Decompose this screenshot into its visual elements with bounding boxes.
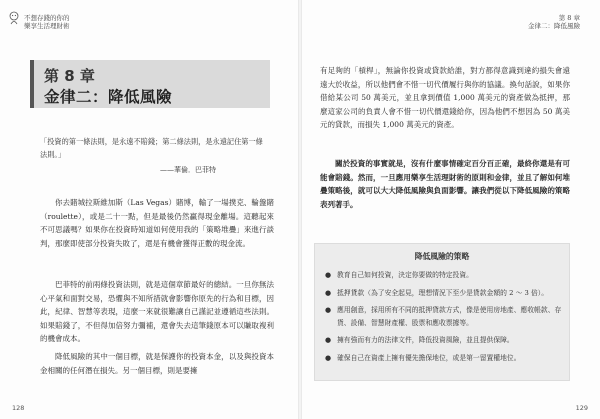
page-number: 128 — [12, 404, 25, 412]
mascot-icon — [8, 11, 20, 25]
body-paragraph: 你去賭城拉斯維加斯（Las Vegas）賭博，輸了一場撲克、輪盤賭（roulette），或是二十一點，但是最後仍然贏得現金離場。這聽起來不可思議嗎？如果你在投資時知道如何使用我的「策略堆疊」來進行談判，那麼即使部分投資失敗了，還是有機會獲得正數的現金流。 — [40, 198, 274, 248]
strategy-box — [314, 243, 570, 381]
chapter-number: 第 8 章 — [44, 67, 95, 85]
running-head — [528, 14, 580, 30]
strategy-item — [325, 352, 565, 365]
running-head-line1: 不想存錢的你的 — [24, 14, 70, 22]
body-paragraph-bold: 關於投資的事實就是，沒有什麼事情確定百分百正確，最終你還是有可能會賠錢。然而，一旦應用樂享生活理財術的原則和金律，並且了解如何堆疊策略後，就可以大大降低風險與負面影響。讓我們從以下降低風險的策略表列著手。 — [320, 159, 570, 209]
body-paragraph: 巴菲特的前兩條投資法則，就是這個章節最好的總結。一旦你無法心平氣和面對交易，恐懼與不知所措就會影響你原先的行為和目標，因此，紀律、智慧等表現，這麼一來就很難讓自己謹記並遵循這些法則。如果賠錢了，不但得加倍努力彌補，還會失去這筆錢原本可以賺取複利的機會成本。 — [40, 280, 274, 344]
strategy-item — [325, 334, 565, 347]
chapter-heading — [30, 60, 270, 108]
body-paragraph: 有足夠的「槓桿」，無論你投資或貸款給誰，對方都得意識到違約損失會遠遠大於收益，所以他們會不惜一切代價履行與你的協議。換句話說，如果你借給某公司 50 萬美元，並且拿到價值 1,000 萬美元的資產做為抵押，那麼這家公司的負責人會不惜一切代價還錢給你，因為他們不想因為 50 萬美元的貸款，而損失 1,000 萬美元的資產。 — [320, 66, 570, 130]
bullet-icon: ● — [325, 288, 332, 297]
bullet-icon: ● — [325, 336, 332, 344]
page-number: 129 — [575, 404, 588, 412]
bullet-icon: ● — [325, 306, 332, 314]
epigraph-quote: 「投資的第一條法則，是永遠不賠錢；第二條法則，是永遠記住第一條法則。」 — [40, 137, 263, 159]
strategy-item-text: 抵押貸款（為了安全起見，理想情況下至少是貸款金額的 2 ～ 3 倍）。 — [337, 288, 548, 297]
left-page — [0, 0, 298, 419]
running-head-line2: 樂享生活理財術 — [24, 22, 70, 30]
strategy-item — [325, 304, 565, 329]
strategy-box-title: 降低風險的策略 — [414, 252, 470, 261]
running-head — [24, 14, 70, 30]
epigraph-attribution: ——華倫．巴菲特 — [160, 166, 216, 174]
bullet-icon: ● — [325, 271, 332, 279]
strategy-item — [325, 269, 565, 282]
strategy-list — [325, 269, 565, 369]
chapter-title: 金律二：降低風險 — [44, 88, 173, 106]
bullet-icon: ● — [325, 353, 332, 362]
right-page — [302, 0, 600, 419]
body-paragraph: 降低風險的其中一個目標，就是保護你的投資本金，以及與投資本金相關的任何潛在損失。另一個目標，則是要擁 — [40, 352, 274, 375]
strategy-item-text: 擁有強而有力的法律文件，降低投資風險，並且提供保障。 — [337, 336, 514, 344]
running-head-line1: 第 8 章 — [558, 14, 580, 22]
strategy-item-text: 教育自己如何投資，決定你要做的特定投資。 — [337, 271, 473, 279]
strategy-item — [325, 287, 565, 300]
strategy-item-text: 應用創意，採用所有不同的抵押貸款方式，像是使用房地產、應收帳款、存貨、設備、智慧財產權、股票和應收票據等。 — [337, 306, 562, 327]
strategy-item-text: 確保自己在資產上擁有優先擔保地位，或是第一留置權地位。 — [337, 353, 521, 362]
running-head-line2: 金律二：降低風險 — [528, 22, 580, 30]
